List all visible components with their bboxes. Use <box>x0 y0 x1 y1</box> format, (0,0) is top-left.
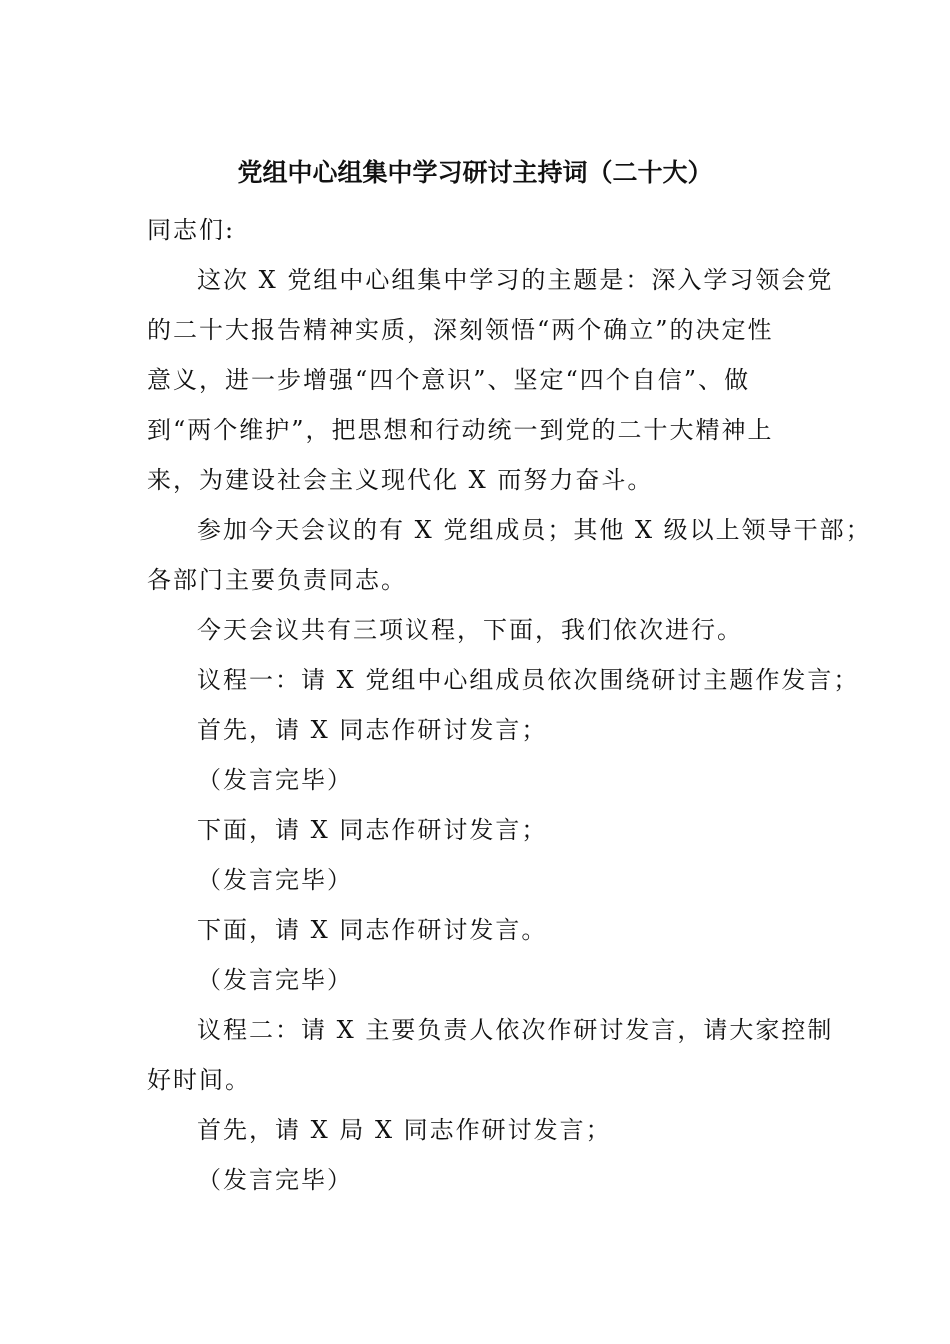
paragraph-speech-finished <box>147 755 807 805</box>
paragraph-speaker-2 <box>147 805 807 855</box>
paragraph-speaker-1 <box>147 705 807 755</box>
paragraph-agenda-two <box>147 1005 834 1105</box>
text-line: 来，为建设社会主义现代化 X 而努力奋斗。 <box>147 466 654 494</box>
paragraph-speaker-4 <box>147 1105 807 1155</box>
text-line: （发言完毕） <box>197 1166 353 1194</box>
paragraph-speech-finished <box>147 955 807 1005</box>
paragraph-theme <box>147 255 834 505</box>
paragraph-agenda-one <box>147 655 860 705</box>
paragraph-speech-finished <box>147 1155 807 1205</box>
document-title: 党组中心组集中学习研讨主持词（二十大） <box>237 158 713 187</box>
text-line: 意义，进一步增强“四个意识”、坚定“四个自信”、做 <box>147 366 751 394</box>
text-line: 下面，请 X 同志作研讨发言； <box>197 816 548 844</box>
paragraph-attendees <box>147 505 872 605</box>
text-line: 好时间。 <box>147 1066 251 1094</box>
text-line: （发言完毕） <box>197 766 353 794</box>
text-line: 下面，请 X 同志作研讨发言。 <box>197 916 548 944</box>
text-line: 同志们: <box>147 216 236 244</box>
text-line: 议程一：请 X 党组中心组成员依次围绕研讨主题作发言； <box>197 666 860 694</box>
text-line: 议程二：请 X 主要负责人依次作研讨发言，请大家控制 <box>197 1016 834 1044</box>
paragraph-agenda-intro <box>147 605 807 655</box>
text-line: 首先，请 X 局 X 同志作研讨发言； <box>197 1116 612 1144</box>
paragraph-speech-finished <box>147 855 807 905</box>
paragraph-speaker-3 <box>147 905 807 955</box>
text-line: 这次 X 党组中心组集中学习的主题是：深入学习领会党 <box>197 266 834 294</box>
document-body <box>147 205 872 1205</box>
paragraph-greeting <box>147 205 807 255</box>
text-line: （发言完毕） <box>197 966 353 994</box>
text-line: 的二十大报告精神实质，深刻领悟“两个确立”的决定性 <box>147 316 774 344</box>
text-line: 到“两个维护”，把思想和行动统一到党的二十大精神上 <box>147 416 774 444</box>
text-line: 首先，请 X 同志作研讨发言； <box>197 716 548 744</box>
text-line: 今天会议共有三项议程，下面，我们依次进行。 <box>197 616 743 644</box>
text-line: （发言完毕） <box>197 866 353 894</box>
text-line: 各部门主要负责同志。 <box>147 566 407 594</box>
text-line: 参加今天会议的有 X 党组成员；其他 X 级以上领导干部； <box>197 516 872 544</box>
